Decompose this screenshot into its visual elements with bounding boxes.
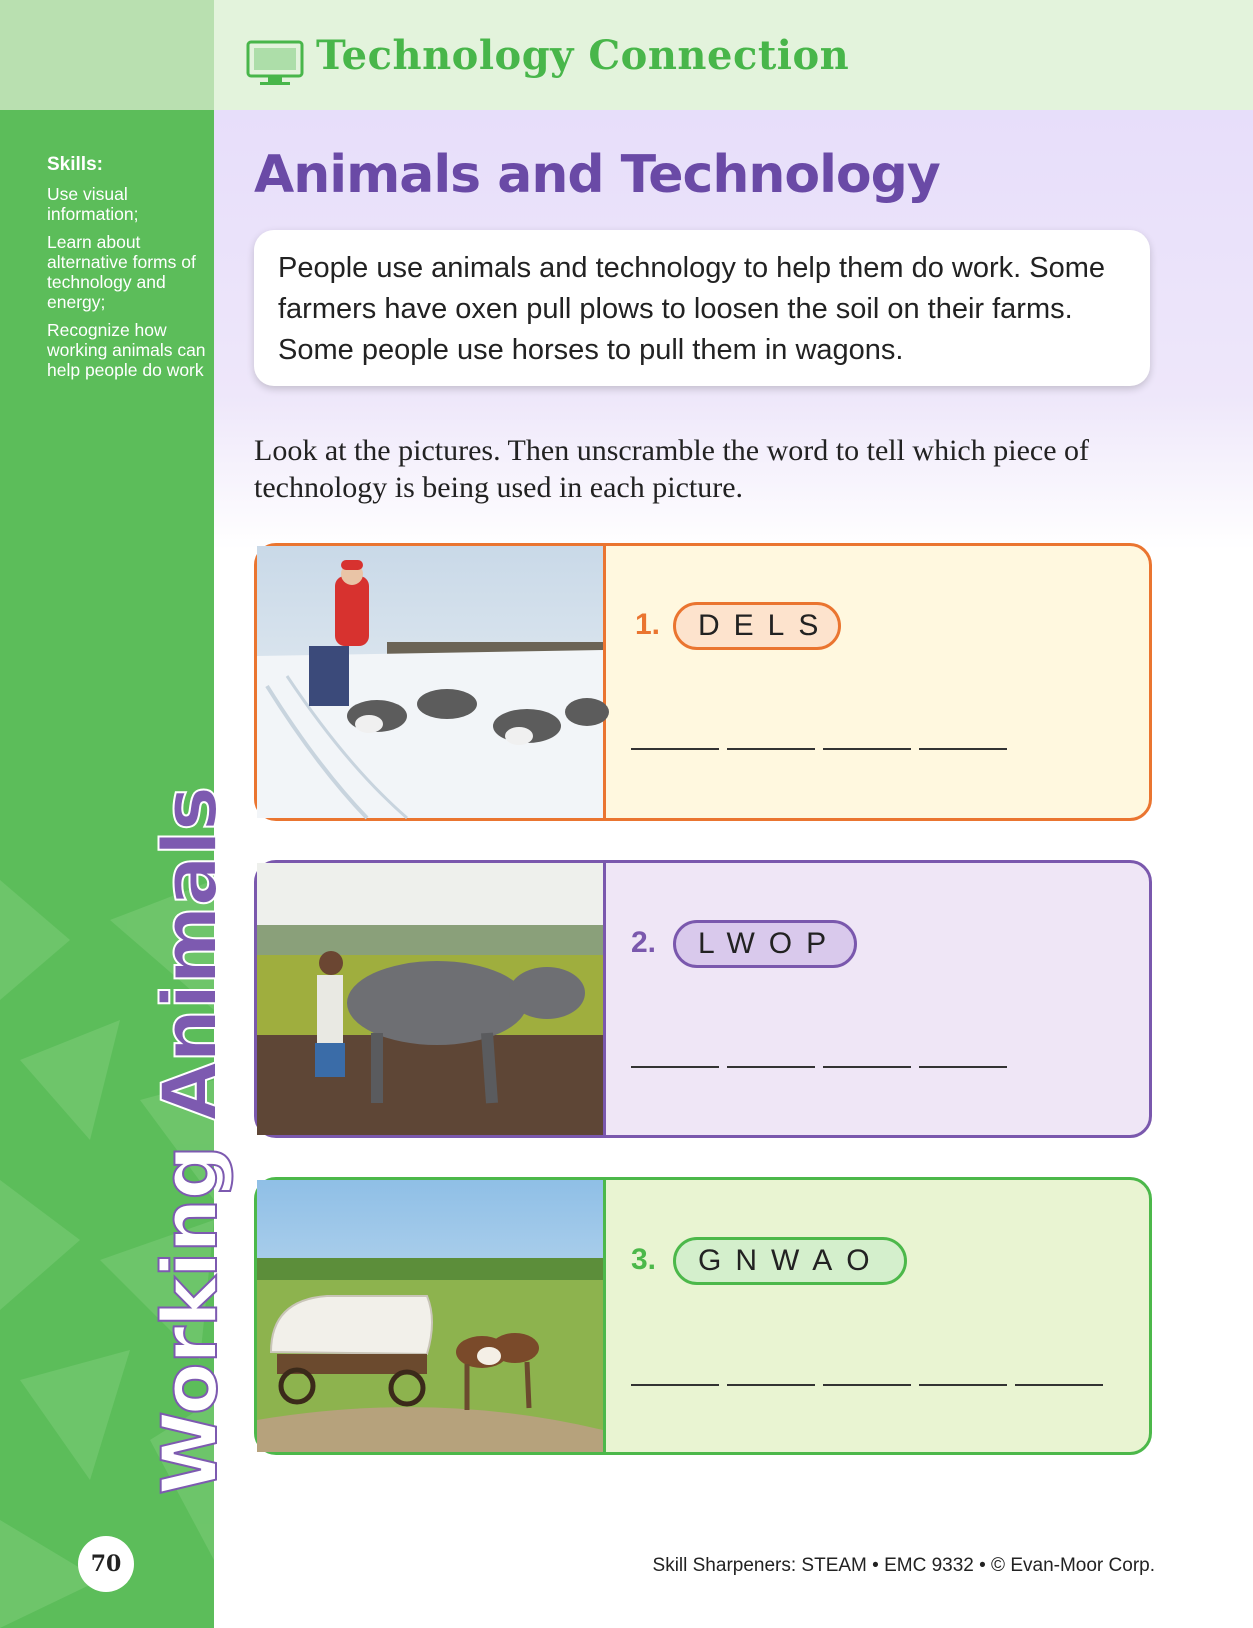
covered-wagon-picture [257,1180,606,1452]
skill-item: Use visual information; [47,184,139,224]
section-label: Technology Connection [316,32,850,79]
scrambled-word: GNWAO [673,1237,907,1285]
unit-title [145,787,234,1495]
item-number: 2. [631,926,657,959]
answer-blank[interactable] [823,1384,911,1386]
instructions: Look at the pictures. Then unscramble the word to tell which piece of technology is being used in each picture. [254,434,1090,504]
answer-blank[interactable] [727,748,815,750]
skill-item: Recognize how working animals can help people do work [47,320,206,380]
footer-credit: Skill Sharpeners: STEAM • EMC 9332 • © Evan-Moor Corp. [652,1555,1155,1576]
page-title: Animals and Technology [254,145,940,205]
scrambled-word: DELS [673,602,841,650]
answer-blank[interactable] [727,1384,815,1386]
dog-sled-picture [257,546,606,818]
item-number: 1. [635,608,661,641]
scrambled-word: LWOP [673,920,857,968]
answer-blank[interactable] [823,1066,911,1068]
intro-text: People use animals and technology to help them do work. Some farmers have oxen pull plows to loosen the soil on their farms. Some people use horses to pull them in wagons. [278,252,1105,366]
answer-blank[interactable] [823,748,911,750]
unit-title-word1: Working [145,1146,234,1495]
exercise-card-3 [254,1177,1152,1455]
answer-blank[interactable] [919,1384,1007,1386]
sidebar-top-cap [0,0,214,110]
exercise-card-1 [254,543,1152,821]
answer-blank[interactable] [631,1384,719,1386]
answer-blank[interactable] [631,748,719,750]
skill-item: Learn about alternative forms of technology and energy; [47,232,196,312]
intro-box [254,230,1150,386]
answer-blank[interactable] [1015,1384,1103,1386]
answer-blanks[interactable] [631,1384,1103,1386]
page-number: 70 [78,1536,134,1592]
skills-panel [47,154,207,388]
sidebar [0,0,234,1628]
exercise-card-2 [254,860,1152,1138]
answer-blanks[interactable] [631,748,1007,750]
answer-blank[interactable] [631,1066,719,1068]
answer-blank[interactable] [919,1066,1007,1068]
computer-monitor-icon [246,40,304,86]
answer-blank[interactable] [727,1066,815,1068]
skills-title: Skills: [47,154,103,175]
ox-plow-picture [257,863,606,1135]
unit-title-word2: Animals [145,786,234,1121]
answer-blank[interactable] [919,748,1007,750]
answer-blanks[interactable] [631,1066,1007,1068]
section-header [214,0,1253,110]
item-number: 3. [631,1243,657,1276]
